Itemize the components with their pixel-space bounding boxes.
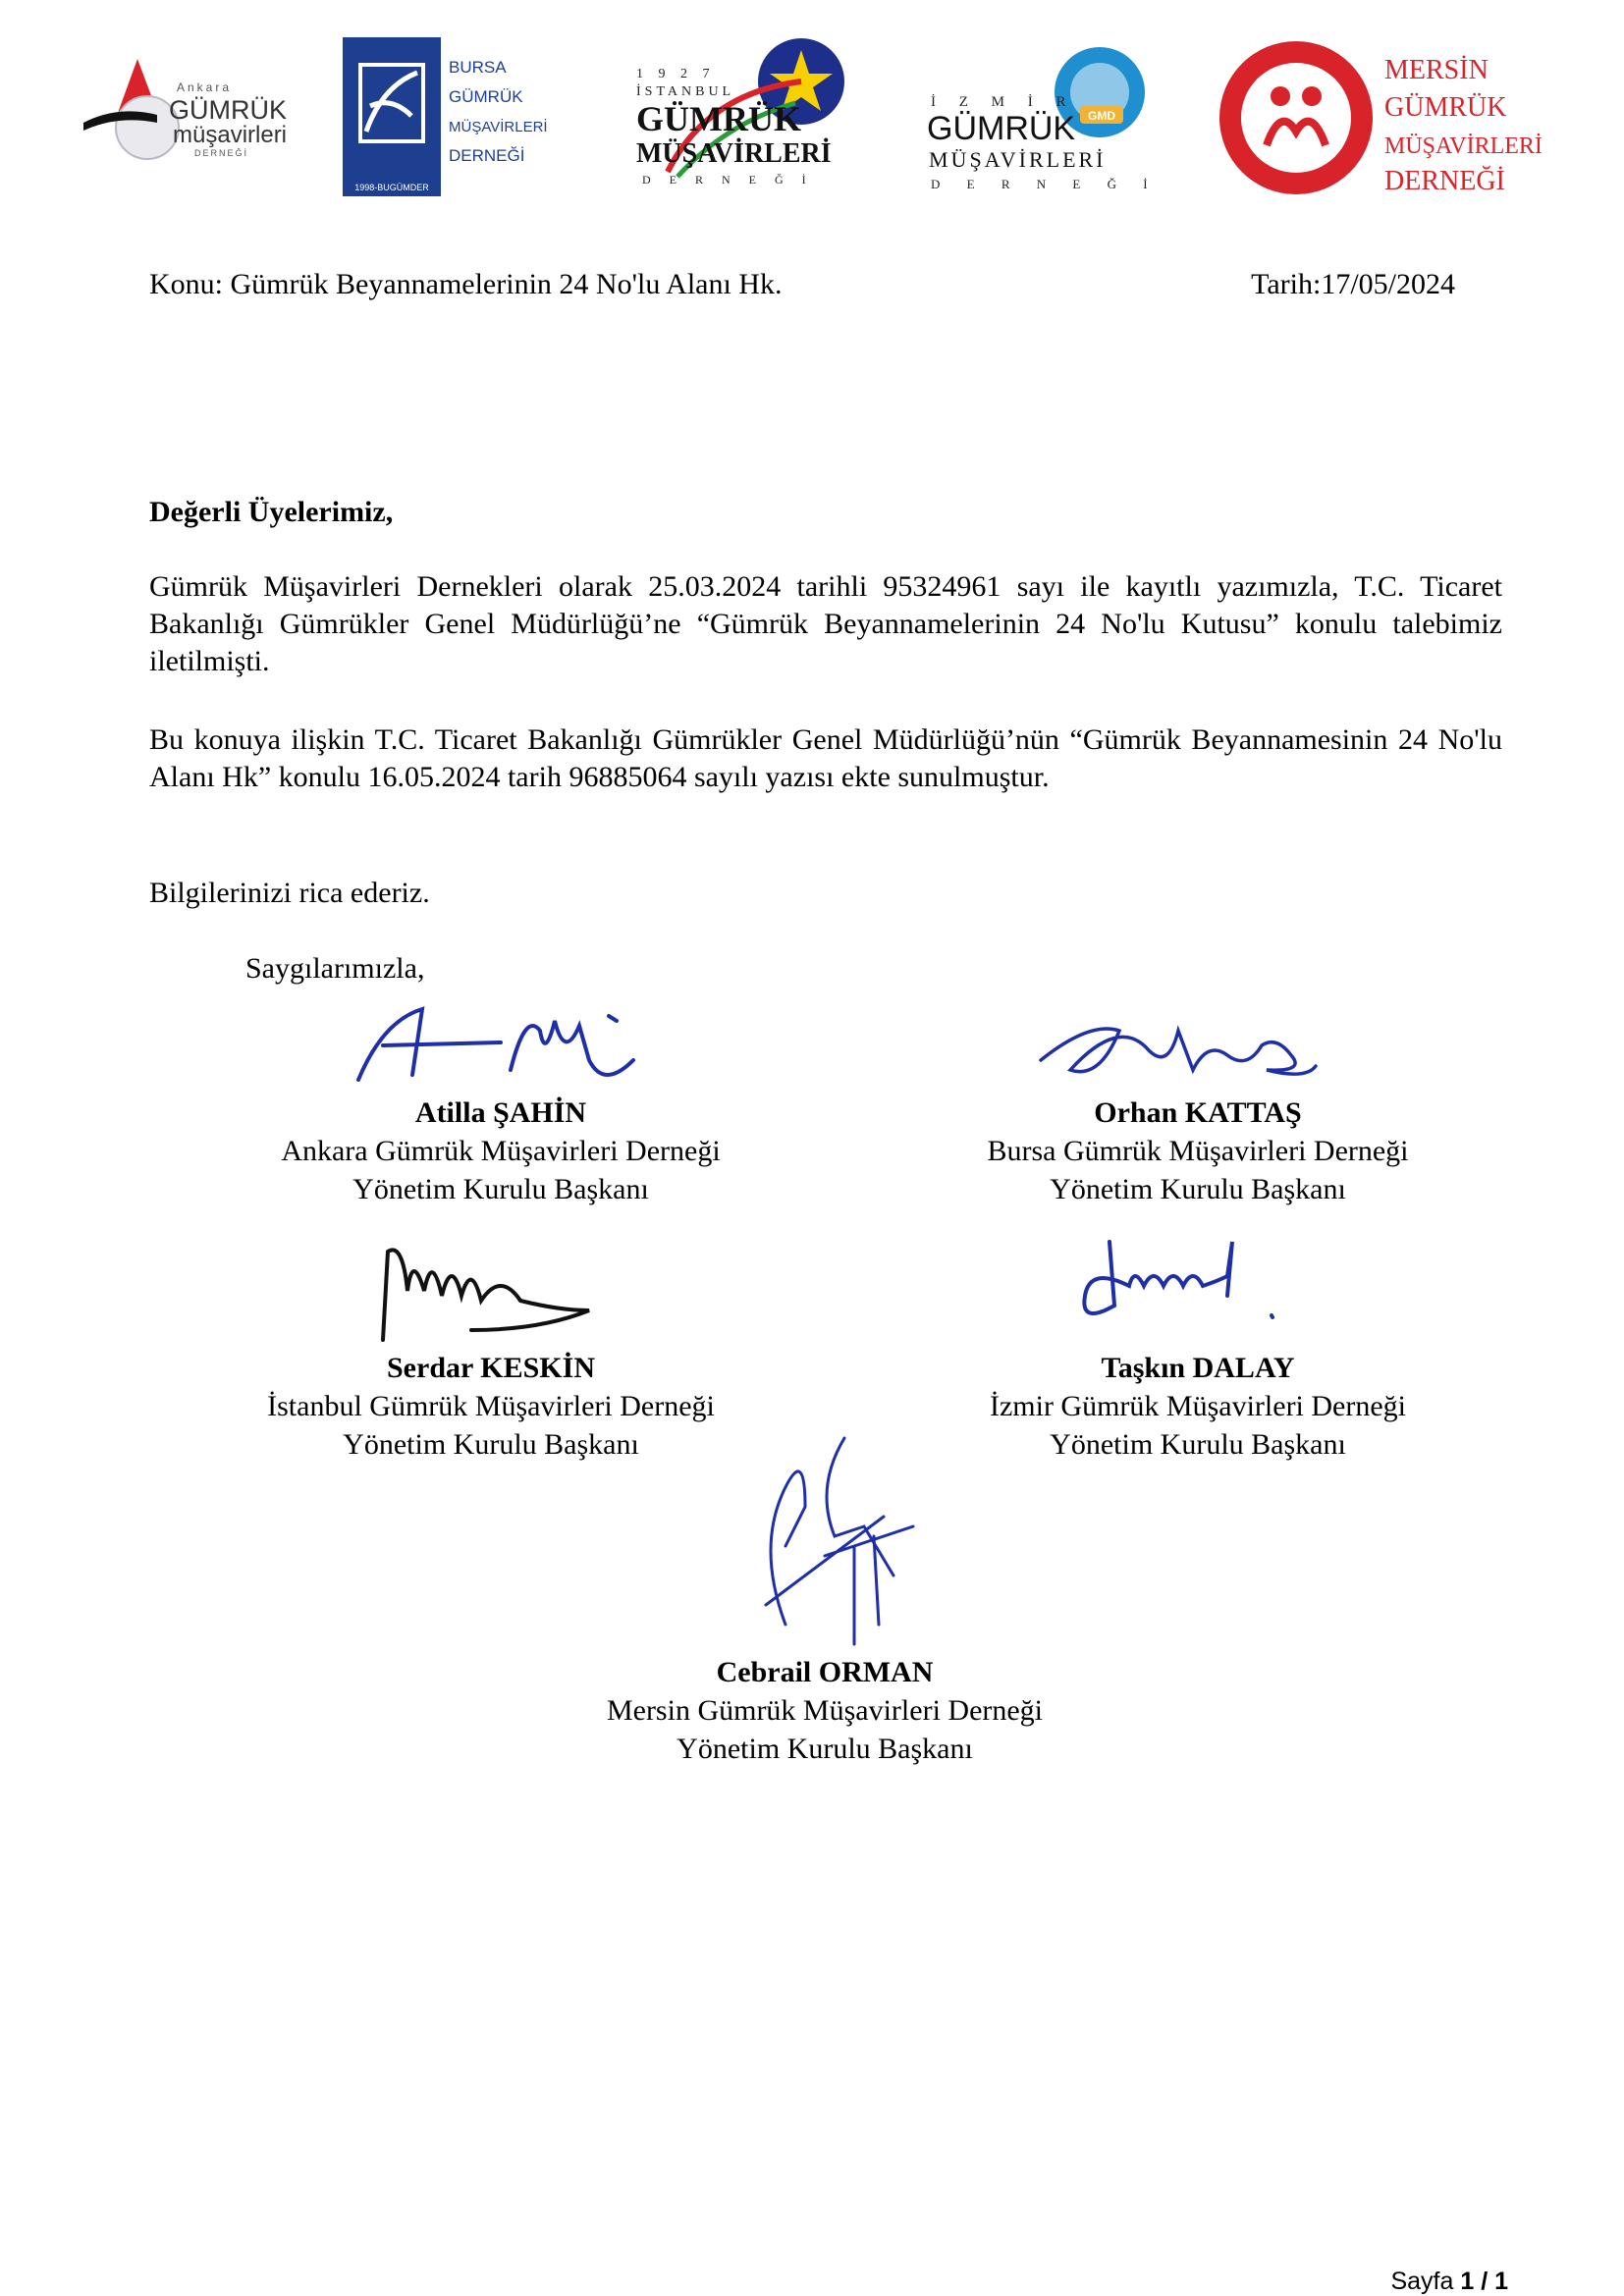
signatory-name: Cebrail ORMAN (716, 1656, 934, 1688)
istanbul-logo-city: İSTANBUL (636, 84, 735, 99)
letter-closing: Saygılarımızla, (245, 952, 425, 985)
signatory-name: Atilla ŞAHİN (414, 1096, 587, 1129)
signatory-organization: Bursa Gümrük Müşavirleri Derneği (987, 1135, 1409, 1167)
signatory-block-ankara (157, 1094, 844, 1208)
page-label: Sayfa (1390, 2268, 1454, 2295)
signatory-block-mersin (471, 1653, 1178, 1768)
signatory-name: Taşkın DALAY (1101, 1352, 1295, 1384)
izmir-association-logo (923, 37, 1159, 194)
signatory-title: Yönetim Kurulu Başkanı (352, 1173, 649, 1205)
signatory-organization: İstanbul Gümrük Müşavirleri Derneği (267, 1390, 715, 1422)
signatory-organization: Mersin Gümrük Müşavirleri Derneği (606, 1694, 1044, 1727)
izmir-logo-city: İ Z M İ R (931, 94, 1076, 110)
signature-ankara (353, 991, 648, 1099)
izmir-logo-badge: GMD (1088, 109, 1115, 123)
bursa-logo-musavirleri: MÜŞAVİRLERİ (449, 119, 548, 135)
mersin-logo-city: MERSİN (1384, 55, 1489, 85)
ankara-logo-dernegi: DERNEĞİ (194, 148, 249, 158)
page-separator: / (1481, 2268, 1489, 2295)
signatory-title: Yönetim Kurulu Başkanı (1050, 1428, 1346, 1461)
mersin-logo-musavirleri: MÜŞAVİRLERİ (1384, 133, 1543, 159)
letter-subject: Konu: Gümrük Beyannamelerinin 24 No'lu Alanı Hk. (149, 268, 783, 300)
signatory-organization: Ankara Gümrük Müşavirleri Derneği (281, 1135, 721, 1167)
signatory-block-istanbul (206, 1349, 776, 1464)
page-total: 1 (1494, 2268, 1508, 2295)
istanbul-logo-dernegi: D E R N E Ğ İ (642, 173, 814, 187)
istanbul-logo-musavirleri: MÜŞAVİRLERİ (636, 138, 832, 169)
signatory-title: Yönetim Kurulu Başkanı (677, 1733, 973, 1765)
signature-bursa (1031, 1001, 1326, 1090)
bursa-logo-dernegi: DERNEĞİ (449, 146, 525, 165)
signatory-title: Yönetim Kurulu Başkanı (1050, 1173, 1346, 1205)
signature-mersin (746, 1428, 943, 1654)
mersin-logo-gumruk: GÜMRÜK (1384, 92, 1507, 123)
signatory-name: Serdar KESKİN (387, 1352, 595, 1384)
istanbul-association-logo (628, 34, 864, 191)
signatory-block-izmir (933, 1349, 1463, 1464)
mersin-logo-dernegi: DERNEĞİ (1384, 166, 1505, 196)
body-paragraph-1: Gümrük Müşavirleri Dernekleri olarak 25.03.2024 tarihli 95324961 sayı ile kayıtlı yazımızla, T.C. Ticaret Bakanlığı Gümrükler Genel Müdürlüğü’ne “Gümrük Beyannamelerinin 24 No'lu Kutusu” konulu talebimiz iletilmişti. (149, 570, 1502, 677)
ankara-association-logo (79, 54, 295, 172)
body-paragraph-2: Bu konuya ilişkin T.C. Ticaret Bakanlığı Gümrükler Genel Müdürlüğü’nün “Gümrük Beyannamesinin 24 No'lu Alanı Hk” konulu 16.05.2024 tarih 96885064 sayılı yazısı ekte sunulmuştur. (149, 723, 1502, 793)
bursa-logo-gumruk: GÜMRÜK (449, 87, 523, 106)
ankara-logo-musavirleri: müşavirleri (173, 122, 288, 148)
izmir-logo-dernegi: D E R N E Ğ İ (931, 177, 1160, 191)
ankara-logo-gumruk: GÜMRÜK (169, 95, 287, 125)
izmir-logo-gumruk: GÜMRÜK (927, 110, 1076, 147)
body-paragraph-3: Bilgilerinizi rica ederiz. (149, 877, 430, 909)
istanbul-logo-year: 1 9 2 7 (636, 67, 716, 81)
izmir-logo-musavirleri: MÜŞAVİRLERİ (929, 147, 1107, 172)
page-number (1390, 2268, 1508, 2296)
letter-salutation: Değerli Üyelerimiz, (149, 496, 394, 528)
bursa-logo-tag: 1998-BUGÜMDER (354, 183, 429, 192)
signature-izmir (1070, 1237, 1296, 1345)
letter-date: Tarih:17/05/2024 (1251, 268, 1455, 300)
istanbul-logo-gumruk: GÜMRÜK (636, 99, 801, 138)
signatory-organization: İzmir Gümrük Müşavirleri Derneği (989, 1390, 1407, 1422)
bursa-association-logo (343, 37, 548, 196)
mersin-association-logo (1218, 37, 1543, 199)
page-current: 1 (1460, 2268, 1475, 2295)
ankara-logo-city: Ankara (177, 80, 233, 94)
signature-istanbul (363, 1232, 609, 1350)
bursa-logo-city: BURSA (449, 58, 507, 77)
signatory-name: Orhan KATTAŞ (1094, 1096, 1302, 1129)
signatory-title: Yönetim Kurulu Başkanı (343, 1428, 639, 1461)
signatory-block-bursa (933, 1094, 1463, 1208)
